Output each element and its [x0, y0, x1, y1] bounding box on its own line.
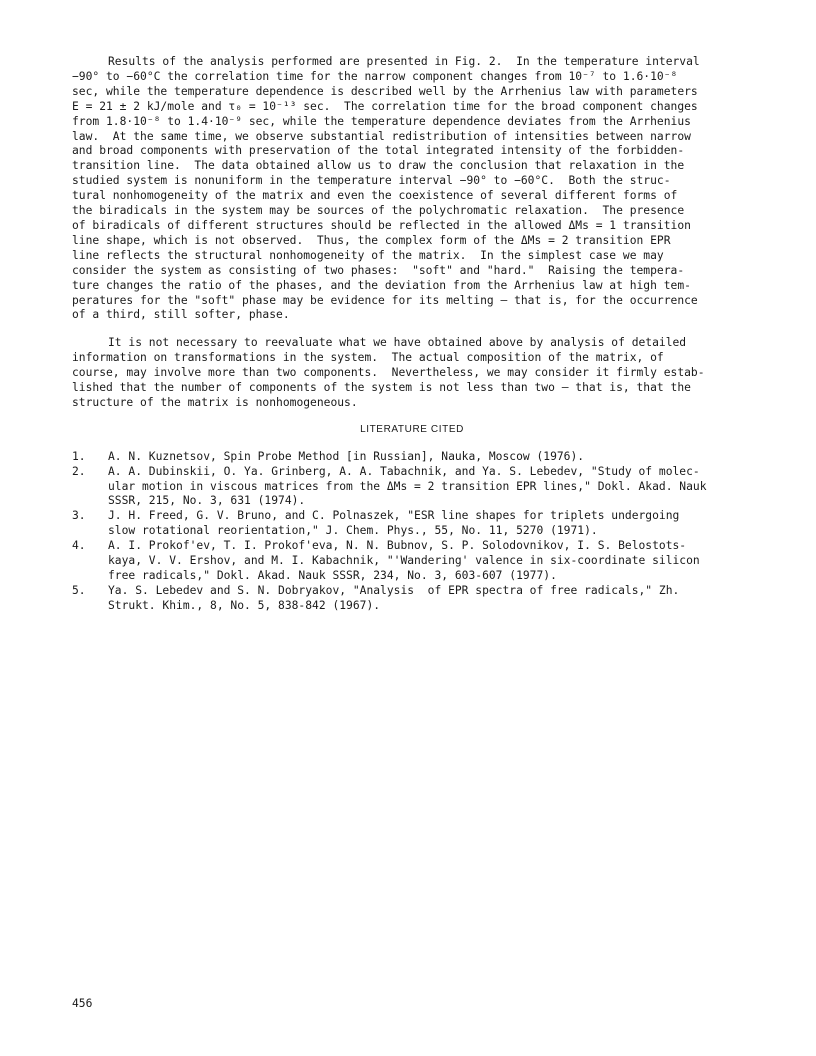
reference-item	[72, 539, 752, 584]
text-line: Results of the analysis performed are presented in Fig. 2. In the temperature interval	[108, 55, 700, 68]
text-line: line reflects the structural nonhomogeneity of the matrix. In the simplest case we may	[72, 248, 664, 262]
text-line: consider the system as consisting of two phases: "soft" and "hard." Raising the tempera-	[72, 263, 685, 277]
reference-line: J. H. Freed, G. V. Bruno, and C. Polnaszek, "ESR line shapes for triplets undergoing	[108, 509, 680, 523]
text-line: law. At the same time, we observe substantial redistribution of intensities between narrow	[72, 129, 691, 143]
reference-number: 5.	[72, 583, 86, 597]
text-line: −90° to −60°C the correlation time for the narrow component changes from 10⁻⁷ to 1.6·10⁻⁸	[72, 69, 678, 83]
reference-list	[72, 450, 752, 614]
reference-number: 2.	[72, 464, 86, 478]
text-line: E = 21 ± 2 kJ/mole and τ₀ = 10⁻¹³ sec. The correlation time for the broad component changes	[72, 99, 698, 113]
text-line: course, may involve more than two components. Nevertheless, we may consider it firmly estab-	[72, 366, 705, 380]
text-line: from 1.8·10⁻⁸ to 1.4·10⁻⁹ sec, while the temperature dependence deviates from the Arrhenius	[72, 114, 691, 128]
text-line: tural nonhomogeneity of the matrix and even the coexistence of several different forms of	[72, 189, 678, 203]
literature-cited-heading: LITERATURE CITED	[360, 423, 464, 435]
paragraph-gap	[72, 323, 752, 336]
text-line: peratures for the "soft" phase may be evidence for its melting — that is, for the occurrence	[72, 293, 698, 307]
text-line: It is not necessary to reevaluate what we have obtained above by analysis of detailed	[108, 336, 687, 350]
reference-item	[72, 450, 752, 465]
text-line: studied system is nonuniform in the temperature interval −90° to −60°C. Both the struc-	[72, 174, 671, 188]
reference-number: 4.	[72, 539, 86, 553]
reference-item	[72, 465, 752, 510]
reference-line: A. A. Dubinskii, O. Ya. Grinberg, A. A. Tabachnik, and Ya. S. Lebedev, "Study of molec-	[108, 464, 700, 478]
text-line: sec, while the temperature dependence is described well by the Arrhenius law with parameters	[72, 84, 698, 98]
page-number: 456	[72, 997, 93, 1010]
reference-line: A. I. Prokof'ev, T. I. Prokof'eva, N. N. Bubnov, S. P. Solodovnikov, I. S. Belostots-	[108, 539, 687, 553]
body-paragraph-2	[72, 336, 752, 411]
text-line: structure of the matrix is nonhomogeneous.	[72, 395, 358, 409]
body-paragraph-1	[72, 55, 752, 323]
reference-line: ular motion in viscous matrices from the ΔMs = 2 transition EPR lines," Dokl. Akad. Nauk	[108, 479, 707, 493]
reference-number: 3.	[72, 509, 86, 523]
reference-item	[72, 584, 752, 614]
reference-line: Strukt. Khim., 8, No. 5, 838-842 (1967).	[108, 598, 381, 612]
text-line: of biradicals of different structures should be reflected in the allowed ΔMs = 1 transition	[72, 218, 691, 232]
reference-line: kaya, V. V. Ershov, and M. I. Kabachnik, "'Wandering' valence in six-coordinate silicon	[108, 554, 700, 568]
text-line: of a third, still softer, phase.	[72, 308, 290, 322]
text-line: information on transformations in the system. The actual composition of the matrix, of	[72, 351, 664, 365]
reference-line: Ya. S. Lebedev and S. N. Dobryakov, "Analysis of EPR spectra of free radicals," Zh.	[108, 583, 680, 597]
reference-number: 1.	[72, 449, 86, 463]
text-line: transition line. The data obtained allow us to draw the conclusion that relaxation in the	[72, 159, 685, 173]
reference-item	[72, 509, 752, 539]
text-line: and broad components with preservation of the total integrated intensity of the forbidden-	[72, 144, 685, 158]
text-line: lished that the number of components of the system is not less than two — that is, that the	[72, 381, 691, 395]
reference-line: slow rotational reorientation," J. Chem. Phys., 55, No. 11, 5270 (1971).	[108, 524, 598, 538]
reference-line: free radicals," Dokl. Akad. Nauk SSSR, 234, No. 3, 603-607 (1977).	[108, 569, 557, 582]
text-line: line shape, which is not observed. Thus, the complex form of the ΔMs = 2 transition EPR	[72, 233, 671, 247]
page-content	[72, 55, 752, 614]
reference-line: A. N. Kuznetsov, Spin Probe Method [in Russian], Nauka, Moscow (1976).	[108, 449, 585, 463]
text-line: the biradicals in the system may be sources of the polychromatic relaxation. The presence	[72, 204, 685, 218]
reference-line: SSSR, 215, No. 3, 631 (1974).	[108, 494, 306, 508]
text-line: ture changes the ratio of the phases, and the deviation from the Arrhenius law at high tem-	[72, 278, 691, 292]
